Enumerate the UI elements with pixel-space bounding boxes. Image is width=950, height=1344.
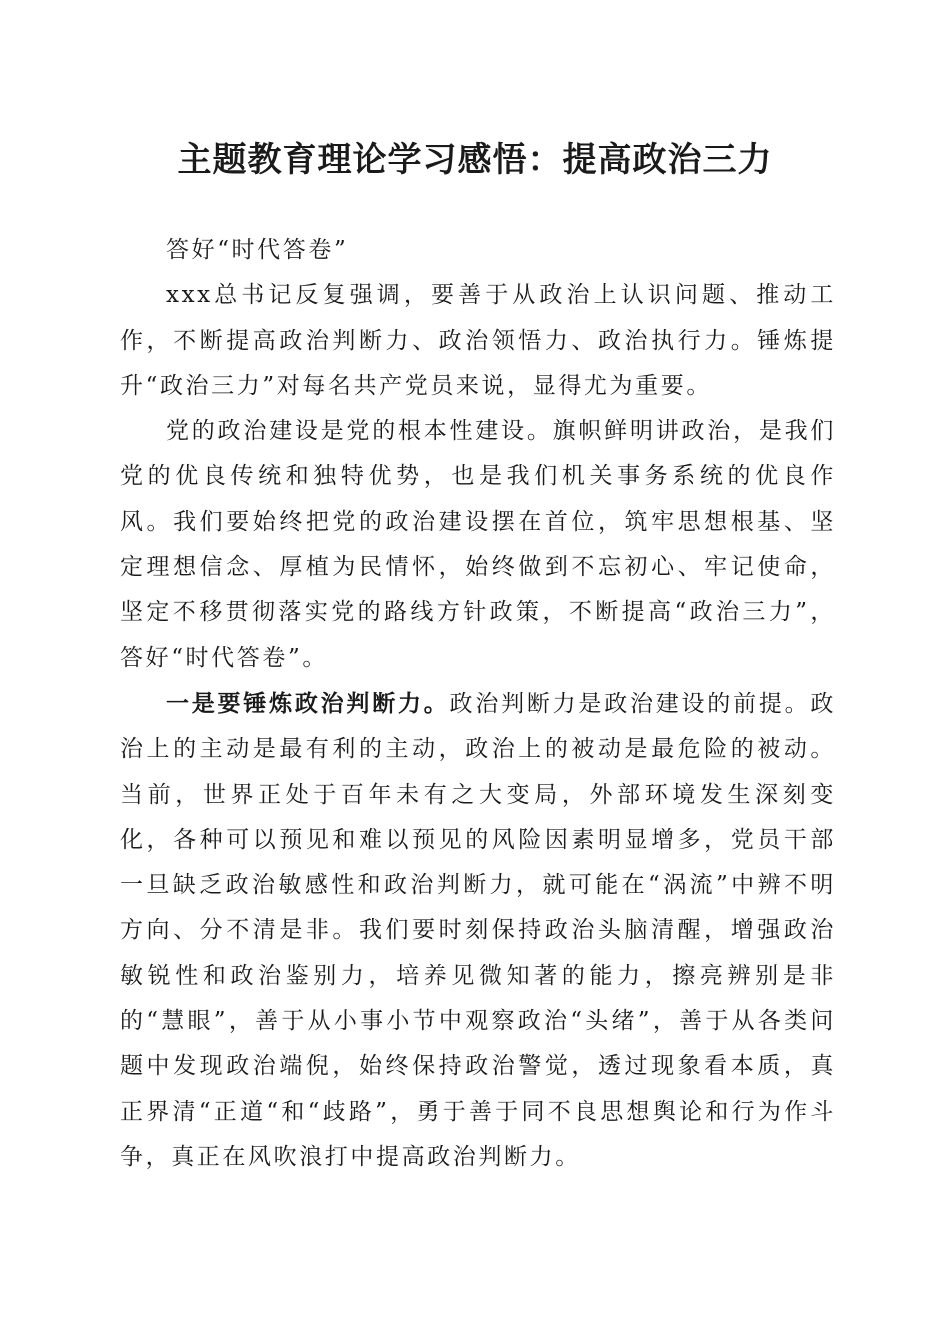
paragraph-intro: xxx总书记反复强调，要善于从政治上认识问题、推动工作，不断提高政治判断力、政治领悟力、政治执行力。锤炼提升“政治三力”对每名共产党员来说，显得尤为重要。	[120, 282, 836, 399]
subheading: 答好“时代答卷”	[166, 237, 349, 263]
paragraph-section-1	[120, 681, 836, 1180]
document-title: 主题教育理论学习感悟：提高政治三力	[177, 140, 773, 180]
paragraph-political-building: 党的政治建设是党的根本性建设。旗帜鲜明讲政治，是我们党的优良传统和独特优势，也是我们机关事务系统的优良作风。我们要始终把党的政治建设摆在首位，筑牢思想根基、坚定理想信念、厚植为民情怀，始终做到不忘初心、牢记使命，坚定不移贯彻落实党的路线方针政策，不断提高“政治三力”，答好“时代答卷”。	[120, 418, 836, 671]
section-1-text: 政治判断力是政治建设的前提。政治上的主动是最有利的主动，政治上的被动是最危险的被动。当前，世界正处于百年未有之大变局，外部环境发生深刻变化，各种可以预见和难以预见的风险因素明显增多，党员干部一旦缺乏政治敏感性和政治判断力，就可能在“涡流”中辨不明方向、分不清是非。我们要时刻保持政治头脑清醒，增强政治敏锐性和政治鉴别力，培养见微知著的能力，擦亮辨别是非的“慧眼”，善于从小事小节中观察政治“头绪”，善于从各类问题中发现政治端倪，始终保持政治警觉，透过现象看本质，真正界清“正道“和“歧路”，勇于善于同不良思想舆论和行为作斗争，真正在风吹浪打中提高政治判断力。	[120, 690, 837, 1170]
document-body	[120, 228, 836, 1180]
section-1-lead: 一是要锤炼政治判断力。	[166, 689, 450, 717]
